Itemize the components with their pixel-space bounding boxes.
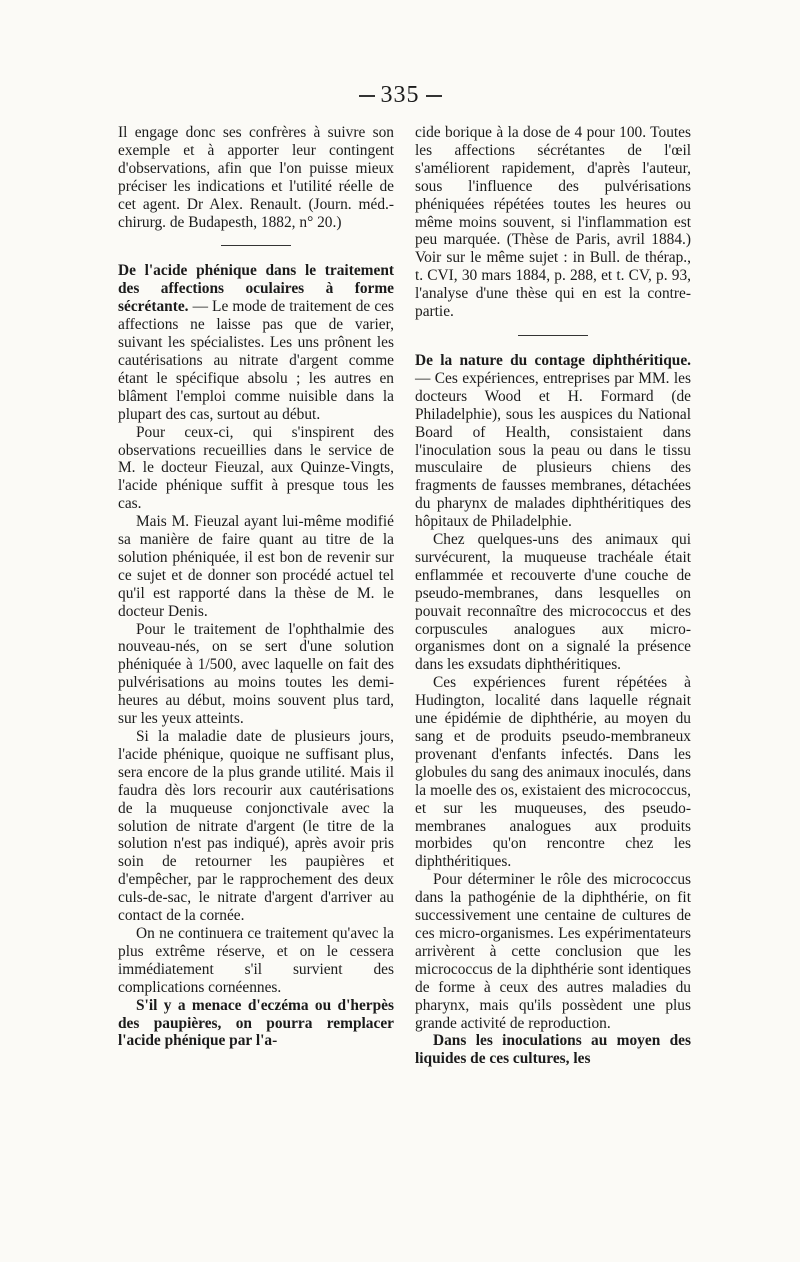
right-column <box>415 124 691 1068</box>
left-paragraph-5: Pour le traitement de l'ophthalmie des nouveau-nés, on se sert d'une solution phéniquée à 1/500, avec laquelle on fait des pulvérisations au moins toutes les demi-heures au début, moins souvent plus tard, sur les yeux atteints. <box>118 620 394 728</box>
left-column <box>118 124 394 1050</box>
section-divider <box>221 245 291 246</box>
page-number-right-dash <box>426 95 442 97</box>
left-paragraph-2: — Le mode de traitement de ces affections ne laisse pas que de varier, suivant les spécialistes. Les uns prônent les cautérisations au nitrate d'argent comme étant le spécifique absolu ; les autres en blâment l'emploi comme nuisible dans la plupart des cas, surtout au début. <box>118 298 394 423</box>
right-paragraph-2: — Ces expériences, entreprises par MM. les docteurs Wood et H. Formard (de Philadelphie), sous les auspices du National Board of Health, consistaient dans l'inoculation sous la peau ou dans le tissu musculaire de plusieurs chiens des fragments de fausses membranes, détachées du pharynx de malades diphthéritiques des hôpitaux de Philadelphie. <box>415 369 691 531</box>
page-number-left-dash <box>359 95 375 97</box>
right-paragraph-4: Ces expériences furent répétées à Hudington, localité dans laquelle régnait une épidémie de diphthérie, au moyen du sang et de produits pseudo-membraneux provenant d'enfants infectés. Dans les globules du sang des animaux inoculés, dans la moelle des os, existaient des micrococcus, et sur les muqueuses, des pseudo-membranes analogues aux produits morbides qu'on rencontre chez les diphthéritiques. <box>415 674 691 871</box>
article-heading-contage-diphtheritique: De la nature du contage diphthéritique. <box>415 351 691 369</box>
page-number-text: 335 <box>380 82 420 108</box>
left-paragraph-6: Si la maladie date de plusieurs jours, l'acide phénique, quoique ne suffisant plus, sera encore de la plus grande utilité. Mais il faudra dès lors recourir aux cautérisations de la muqueuse conjonctivale avec la solution de nitrate d'argent (le titre de la solution n'est pas indiqué), après avoir pris soin de retourner les paupières et d'empêcher, par le rapprochement des deux culs-de-sac, le nitrate d'argent d'arriver au contact de la cornée. <box>118 728 394 925</box>
right-paragraph-3: Chez quelques-uns des animaux qui survécurent, la muqueuse trachéale était enflammée et recouverte d'une couche de pseudo-membranes, dans lesquelles on pouvait reconnaître des micrococcus et des corpuscules analogues aux micro-organismes dont on a signalé la présence dans les exsudats diphthéritiques. <box>415 531 691 674</box>
right-paragraph-6: Dans les inoculations au moyen des liquides de ces cultures, les <box>415 1032 691 1068</box>
right-paragraph-1: cide borique à la dose de 4 pour 100. Toutes les affections sécrétantes de l'œil s'améliorent rapidement, d'après l'auteur, sous l'influence des pulvérisations phéniquées répétées toutes les heures ou même moins souvent, si l'inflammation est peu marquée. (Thèse de Paris, avril 1884.) Voir sur le même sujet : in Bull. de thérap., t. CVI, 30 mars 1884, p. 288, et t. CV, p. 93, l'analyse d'une thèse qui en est la contre-partie. <box>415 124 691 321</box>
left-section-paragraph <box>118 262 394 423</box>
right-section-paragraph <box>415 352 691 531</box>
left-paragraph-4: Mais M. Fieuzal ayant lui-même modifié sa manière de faire quant au titre de la solution phéniquée, il est bon de revenir sur ce sujet et de donner son procédé actuel tel qu'il est rapporté dans la thèse de M. le docteur Denis. <box>118 513 394 620</box>
page-number <box>0 82 800 109</box>
left-paragraph-7: On ne continuera ce traitement qu'avec la plus extrême réserve, et on le cessera immédiatement s'il survient des complications cornéennes. <box>118 924 394 996</box>
section-divider <box>518 335 588 336</box>
left-paragraph-3: Pour ceux-ci, qui s'inspirent des observations recueillies dans le service de M. le docteur Fieuzal, aux Quinze-Vingts, l'acide phénique suffit à presque tous les cas. <box>118 423 394 513</box>
article-heading-acide-phenique: De l'acide phénique dans le traitement des affections oculaires à forme sécrétante. <box>118 262 394 316</box>
left-paragraph-1: Il engage donc ses confrères à suivre son exemple et à apporter leur contingent d'observations, afin que l'on puisse mieux préciser les indications et l'utilité réelle de cet agent. Dr Alex. Renault. (Journ. méd.-chirurg. de Budapesth, 1882, n° 20.) <box>118 124 394 231</box>
left-paragraph-8: S'il y a menace d'eczéma ou d'herpès des paupières, on pourra remplacer l'acide phénique par l'a- <box>118 996 394 1050</box>
right-paragraph-5: Pour déterminer le rôle des micrococcus dans la pathogénie de la diphthérie, on fit successivement une centaine de cultures de ces micro-organismes. Les expérimentateurs arrivèrent à cette conclusion que les micrococcus de la diphthérie sont identiques de forme à ceux des autres maladies du pharynx, mais qu'ils possèdent une plus grande activité de reproduction. <box>415 871 691 1032</box>
